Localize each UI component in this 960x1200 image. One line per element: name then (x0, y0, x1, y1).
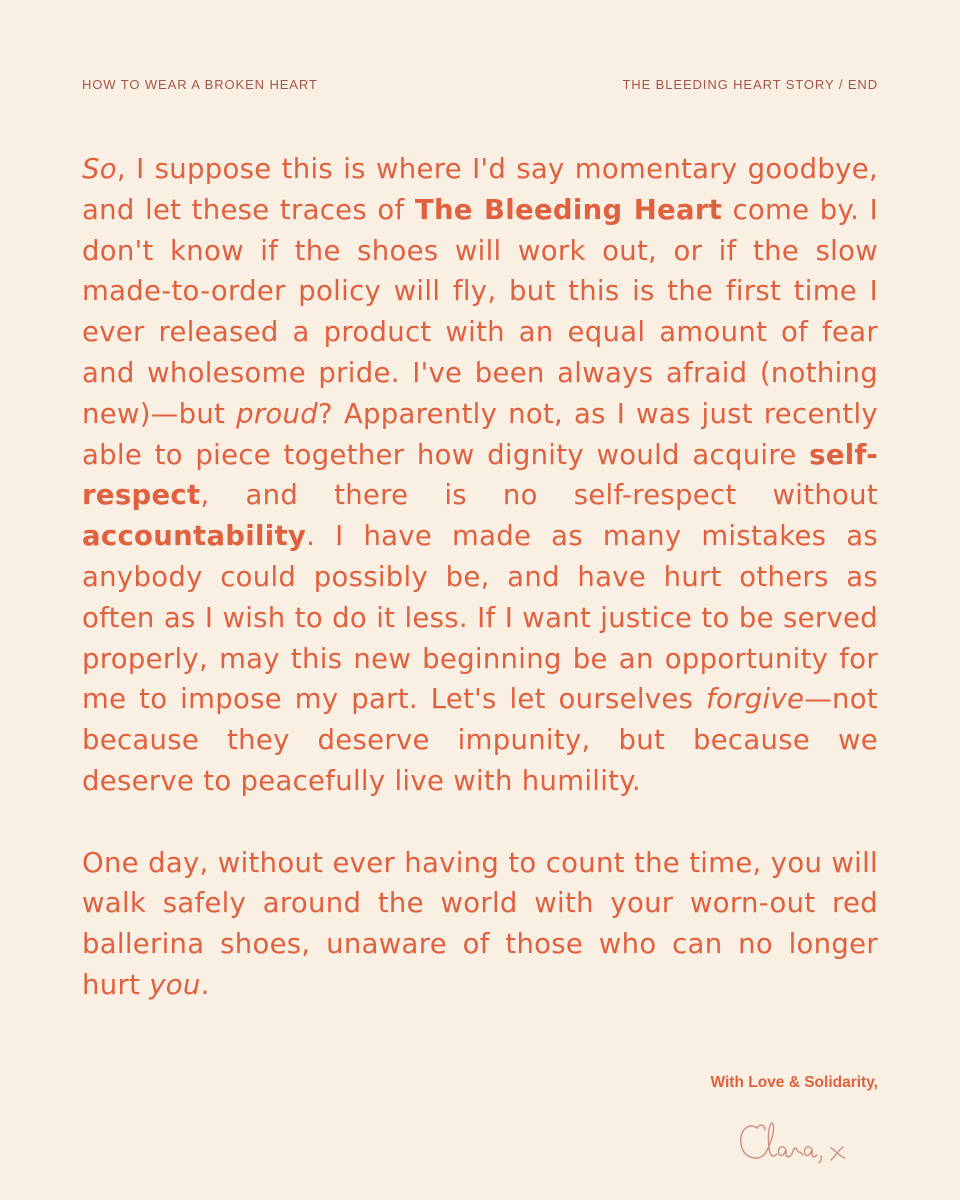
p1-s04: come by. I don't know if the shoes will work out, or if the slow made-to-order policy will fly, but this is the first time I ever released a product with an equal amount of fear and wholesome pride. I've been always afraid (nothing new)—but (82, 193, 878, 430)
p2-s03: . (200, 968, 210, 1001)
letter-body (82, 149, 878, 1006)
p1-s10: . I have made as many mistakes as anybody could possibly be, and have hurt others as often as I wish to do it less. If I want justice to be served properly, may this new beginning be an opportunity for me to impose my part. Let's let ourselves (82, 520, 878, 716)
signoff-text: With Love & Solidarity, (710, 1074, 878, 1091)
header-right-title: THE BLEEDING HEART STORY / END (622, 77, 878, 92)
p2-s02-italic: you (149, 968, 201, 1001)
p1-s02: , I suppose this is where I'd say momentary goodbye, and let these traces of (82, 153, 878, 226)
handwritten-signature (735, 1114, 865, 1174)
p1-s08: , and there is no self-respect without (200, 479, 878, 512)
page-header (82, 77, 878, 92)
header-left-title: HOW TO WEAR A BROKEN HEART (82, 77, 318, 92)
p1-s07-bold: self-respect (82, 438, 878, 512)
p1-s06: ? Apparently not, as I was just recently able to piece together how dignity would acquire (82, 397, 878, 471)
p1-s01: So (82, 153, 117, 185)
paragraph-1 (82, 149, 878, 802)
p1-s12: —not because they deserve impunity, but because we deserve to peacefully live with humility. (82, 683, 878, 797)
p2-s01: One day, without ever having to count the time, you will walk safely around the world with your worn-out red ballerina shoes, unaware of those who can no longer hurt (82, 846, 878, 1001)
p1-s05-italic: proud (236, 397, 319, 430)
paragraph-2 (82, 843, 878, 1006)
p1-s03-bold: The Bleeding Heart (414, 193, 723, 226)
p1-s09-bold: accountability (82, 520, 307, 553)
p1-s11-italic: forgive (706, 683, 805, 716)
